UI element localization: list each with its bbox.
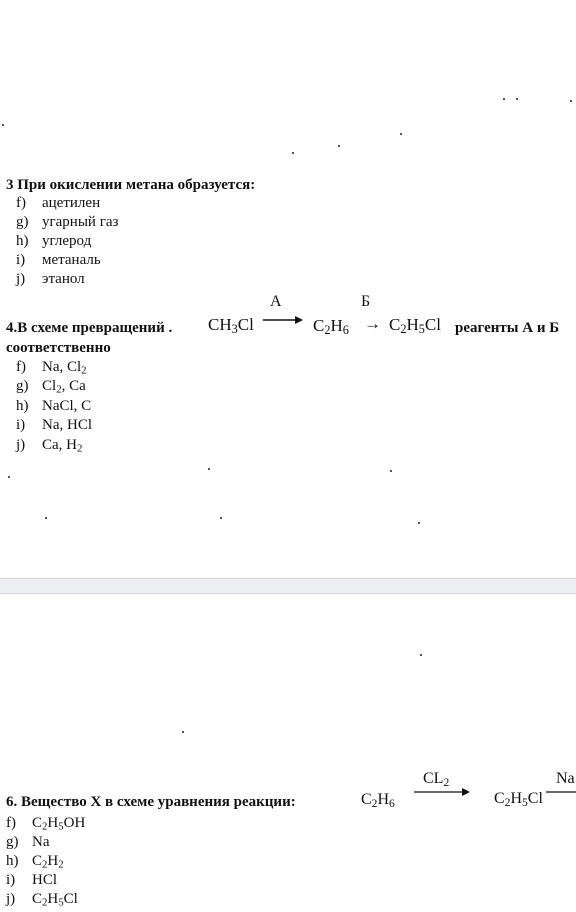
question-4-prefix: 4.В схеме превращений . [6,320,173,336]
option-letter: h) [6,853,19,869]
q4-option-f [16,359,87,376]
option-text: HCl [32,872,58,888]
q3-option-g [16,214,118,231]
option-letter: g) [16,378,29,394]
option-letter: f) [16,359,26,375]
option-letter: h) [16,233,29,249]
scan-speck [570,100,572,102]
scan-speck [8,476,10,478]
option-text: NaCl, C [42,398,92,414]
q4-option-i [16,417,92,434]
option-letter: g) [6,834,19,850]
q3-option-f [16,195,100,212]
scan-speck [208,468,210,470]
option-letter: f) [6,815,16,831]
q6-option-j [6,891,78,908]
document-page-2 [0,594,576,912]
formula-c2h6: $C_2H_6$ [313,316,349,338]
question-4-suffix: реагенты А и Б [455,320,560,336]
option-text: $C_2H_5OH$ [32,815,86,833]
option-text: $C_2H_2$ [32,853,64,871]
q6-option-g [6,834,50,851]
scan-speck [400,133,402,135]
formula-ch3cl: $CH_3Cl$ [208,315,254,337]
option-letter: j) [6,891,16,907]
option-text: угарный газ [42,214,119,230]
arrow-na [546,786,576,798]
option-letter: j) [16,437,26,453]
formula-c2h5cl: $C_2H_5Cl$ [389,315,441,337]
question-3-title: 3 При окислении метана образуется: [6,177,256,193]
q6-option-i [6,872,57,889]
scan-speck [338,145,340,147]
q6-option-f [6,815,85,832]
scan-speck [420,654,422,656]
option-letter: f) [16,195,26,211]
scan-speck [292,152,294,154]
scan-speck [503,98,505,100]
reagent-na-label: Na [556,770,575,787]
arrow-b: → [364,314,381,333]
formula-c2h5cl: $C_2H_5Cl$ [494,790,543,809]
scan-speck [45,517,47,519]
option-text: $Cl_2$, Ca [42,378,86,396]
scan-speck [516,98,518,100]
option-text: Na [32,834,50,850]
option-letter: h) [16,398,29,414]
scan-speck [390,470,392,472]
option-text: метаналь [42,252,101,268]
option-letter: g) [16,214,29,230]
scan-speck [418,522,420,524]
option-text: Na, $Cl_2$ [42,359,87,377]
option-letter: i) [16,417,26,433]
arrow-a [262,314,304,326]
option-text: $C_2H_5Cl$ [32,891,78,909]
scan-speck [220,517,222,519]
option-text: этанол [42,271,85,287]
reagent-b-label: Б [361,293,371,310]
option-text: углерод [42,233,92,249]
question-4-line2: соответственно [6,340,111,356]
scan-speck [182,731,184,733]
page-separator [0,578,576,594]
option-letter: j) [16,271,26,287]
q3-option-i [16,252,101,269]
q4-option-j [16,437,82,454]
option-letter: i) [6,872,16,888]
reagent-a-label: А [270,293,282,310]
option-text: Ca, $H_2$ [42,437,83,455]
scan-speck [2,124,4,126]
option-text: Na, HCl [42,417,92,433]
q6-option-h [6,853,64,870]
reagent-cl2-label: $CL_2$ [423,770,450,789]
arrow-cl2 [413,786,471,798]
option-text: ацетилен [42,195,101,211]
q3-option-j [16,271,85,288]
option-letter: i) [16,252,26,268]
q3-option-h [16,233,91,250]
question-6-title: 6. Вещество X в схеме уравнения реакции: [6,794,296,810]
q4-option-h [16,398,91,415]
formula-c2h6: $C_2H_6$ [361,791,395,810]
q4-option-g [16,378,86,395]
